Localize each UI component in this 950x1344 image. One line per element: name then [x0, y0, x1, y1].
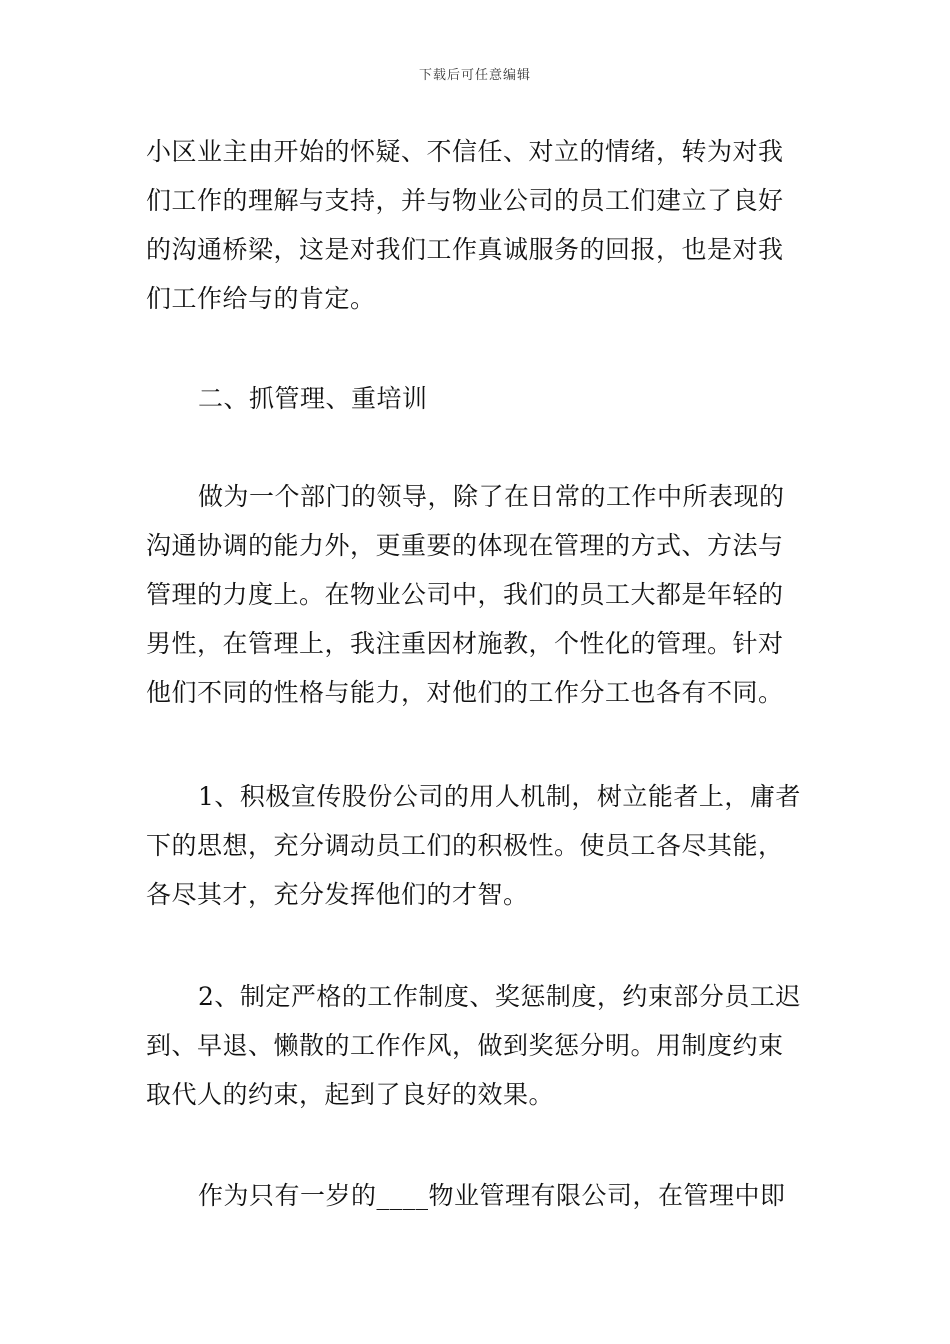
text-line: 们工作的理解与支持，并与物业公司的员工们建立了良好 — [146, 186, 784, 215]
text-line: 各尽其才，充分发挥他们的才智。 — [146, 880, 529, 909]
list-item-2 — [146, 972, 806, 1119]
section-heading-text: 二、抓管理、重培训 — [198, 384, 428, 413]
paragraph-continuation — [146, 127, 806, 323]
paragraph-company — [146, 1171, 806, 1220]
text-line: 2、制定严格的工作制度、奖惩制度，约束部分员工迟 — [198, 982, 801, 1011]
section-heading — [146, 374, 806, 423]
text-line: 下的思想，充分调动员工们的积极性。使员工各尽其能， — [146, 831, 784, 860]
text-line: 做为一个部门的领导，除了在日常的工作中所表现的 — [198, 482, 785, 511]
header-note: 下载后可任意编辑 — [418, 68, 531, 83]
text-line: 的沟通桥梁，这是对我们工作真诚服务的回报，也是对我 — [146, 235, 784, 264]
text-line: 1、积极宣传股份公司的用人机制，树立能者上，庸者 — [198, 782, 801, 811]
paragraph-management — [146, 472, 806, 717]
text-line: 们工作给与的肯定。 — [146, 284, 376, 313]
text-line: 小区业主由开始的怀疑、不信任、对立的情绪，转为对我 — [146, 137, 784, 166]
text-line: 他们不同的性格与能力，对他们的工作分工也各有不同。 — [146, 678, 784, 707]
text-line: 男性，在管理上，我注重因材施教，个性化的管理。针对 — [146, 629, 784, 658]
text-line: 管理的力度上。在物业公司中，我们的员工大都是年轻的 — [146, 580, 784, 609]
text-line: 作为只有一岁的____物业管理有限公司，在管理中即 — [198, 1181, 786, 1210]
text-line: 取代人的约束，起到了良好的效果。 — [146, 1080, 555, 1109]
text-line: 到、早退、懒散的工作作风，做到奖惩分明。用制度约束 — [146, 1031, 784, 1060]
list-item-1 — [146, 772, 806, 919]
text-line: 沟通协调的能力外，更重要的体现在管理的方式、方法与 — [146, 531, 784, 560]
